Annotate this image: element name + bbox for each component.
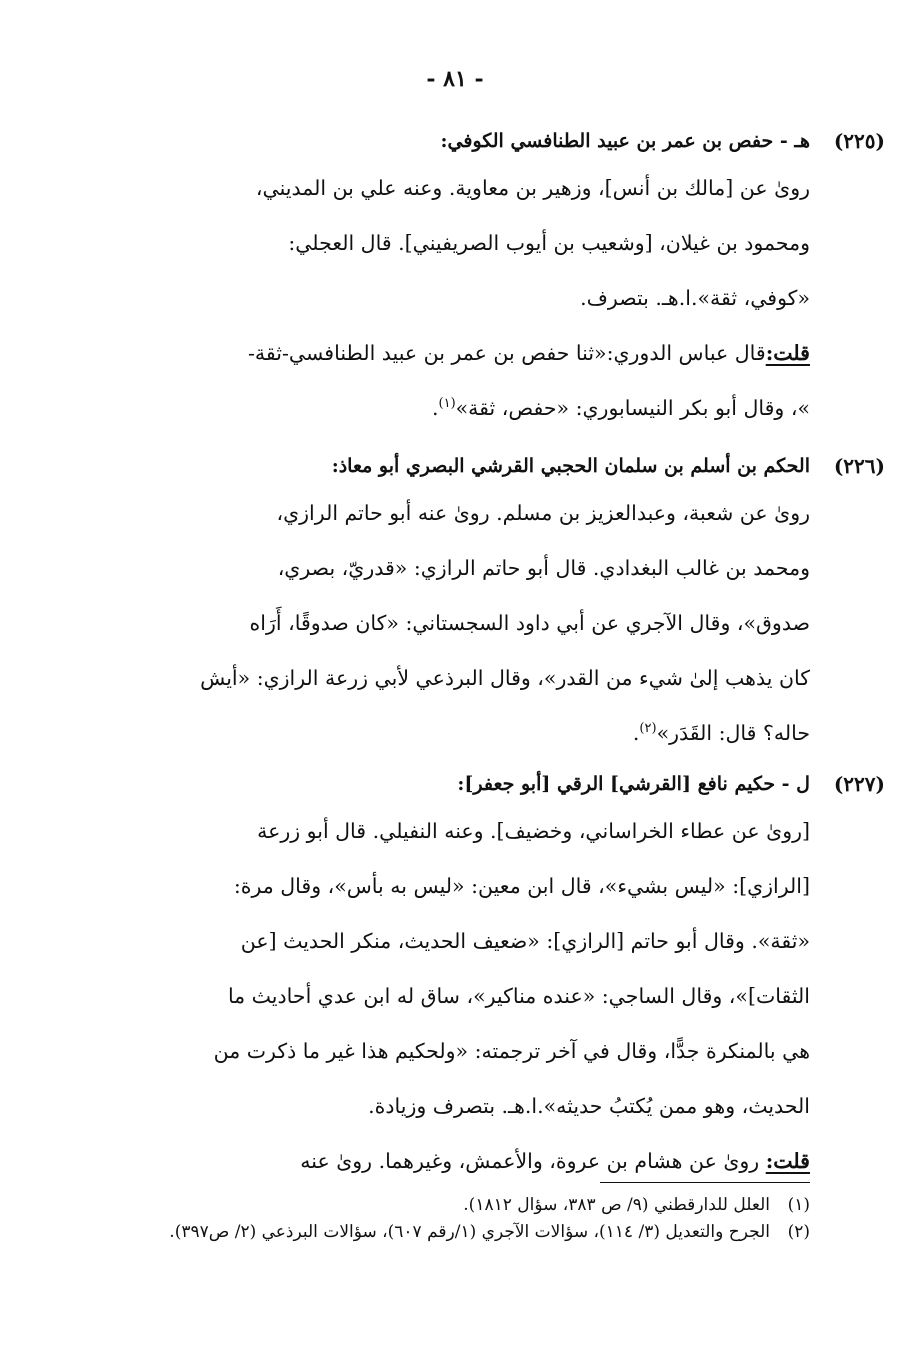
text-line: قال عباس الدوري:«ثنا حفص بن عمر بن عبيد الطنافسي-ثقة- <box>247 341 766 365</box>
footnote <box>90 1219 810 1246</box>
footnote-number: (١) <box>787 1195 810 1215</box>
entry-number: (٢٢٧) <box>833 772 885 796</box>
text-line: كان يذهب إلىٰ شيء من القدر»، وقال البرذعي لأبي زرعة الرازي: «أيش <box>200 666 810 690</box>
text-line: هي بالمنكرة جدًّا، وقال في آخر ترجمته: «ولحكيم هذا غير ما ذكرت من <box>213 1039 810 1063</box>
qult-note: قلت:قال عباس الدوري:«ثنا حفص بن عمر بن عبيد الطنافسي-ثقة- »، وقال أبو بكر النيسابوري: «حفص، ثقة»$^{(١)}$. <box>247 341 810 420</box>
footnote-ref[interactable]: (٢) <box>639 721 657 737</box>
qult-label: قلت: <box>765 341 810 365</box>
text-line: رویٰ عن [مالك بن أنس]، وزهير بن معاوية. وعنه علي بن المديني، <box>255 176 810 200</box>
footnote-ref[interactable]: (١) <box>438 396 456 412</box>
entry-number: (٢٢٥) <box>833 129 885 153</box>
entry-226 <box>90 446 885 761</box>
text-line: صدوق»، وقال الآجري عن أبي داود السجستاني: «كان صدوقًا، أَرَاه <box>249 611 810 635</box>
entry-body: روىٰ عن شعبة، وعبدالعزيز بن مسلم. روىٰ عنه أبو حاتم الرازي، ومحمد بن غالب البغدادي. قال أبو حاتم الرازي: «قدريّ، بصري، صدوق»، وقال الآجري عن أبي داود السجستاني: «كان صدوقًا، أَرَاه كان يذهب إلىٰ شيء من القدر»، وقال البرذعي لأبي زرعة الرازي: «أيش حاله؟ قال: القَدَر»$^{(٢)}$. <box>200 501 810 745</box>
text-line: حاله؟ قال: القَدَر» <box>656 721 810 745</box>
entry-title: هـ - حفص بن عمر بن عبيد الطنافسي الكوفي: <box>440 130 810 152</box>
entry-body <box>90 161 810 326</box>
entry-225 <box>90 121 885 436</box>
text-line: الحديث، وهو ممن يُكتبُ حديثه».ا.هـ. بتصرف وزيادة. <box>368 1094 810 1118</box>
entry-heading <box>90 121 885 161</box>
text-line: «ثقة». وقال أبو حاتم [الرازي]: «ضعيف الحديث، منكر الحديث [عن <box>240 929 810 953</box>
footnote <box>90 1192 810 1219</box>
footnotes <box>90 1192 810 1246</box>
footnote-divider <box>600 1182 810 1183</box>
text-line: »، وقال أبو بكر النيسابوري: «حفص، ثقة» <box>455 396 810 420</box>
page-number: - ٨١ - <box>426 66 484 92</box>
text-line: ومحمد بن غالب البغدادي. قال أبو حاتم الرازي: «قدريّ، بصري، <box>277 556 810 580</box>
text-line: الثقات]»، وقال الساجي: «عنده مناكير»، ساق له ابن عدي أحاديث ما <box>227 984 810 1008</box>
text-line: [روىٰ عن عطاء الخراساني، وخضيف]. وعنه النفيلي. قال أبو زرعة <box>257 819 810 843</box>
footnote-number: (٢) <box>787 1222 810 1242</box>
text-line: «كوفي، ثقة».ا.هـ. بتصرف. <box>580 286 810 310</box>
footnote-text: العلل للدارقطني (٩/ ص ٣٨٣، سؤال ١٨١٢). <box>463 1195 770 1215</box>
qult-note <box>90 1134 810 1189</box>
entry-heading <box>90 446 885 486</box>
entry-227 <box>90 764 885 1189</box>
entry-title: الحكم بن أسلم بن سلمان الحجبي القرشي البصري أبو معاذ: <box>331 455 810 477</box>
qult-label: قلت: <box>765 1149 810 1173</box>
footnote-text: الجرح والتعديل (٣/ ١١٤)، سؤالات الآجري (١/رقم ٦٠٧)، سؤالات البرذعي (٢/ ص٣٩٧). <box>169 1222 770 1242</box>
text-line: [الرازي]: «ليس بشيء»، قال ابن معين: «ليس به بأس»، وقال مرة: <box>233 874 810 898</box>
entry-number: (٢٢٦) <box>833 454 885 478</box>
entry-title: ل - حكيم نافع [القرشي] الرقي [أبو جعفر]: <box>457 773 810 795</box>
text-line: روىٰ عن هشام بن عروة، والأعمش، وغيرهما. روىٰ عنه <box>300 1149 760 1173</box>
entry-body <box>90 804 810 1134</box>
entry-heading <box>90 764 885 804</box>
text-line: ومحمود بن غيلان، [وشعيب بن أيوب الصريفيني]. قال العجلي: <box>288 231 810 255</box>
text-line: روىٰ عن شعبة، وعبدالعزيز بن مسلم. روىٰ عنه أبو حاتم الرازي، <box>276 501 810 525</box>
